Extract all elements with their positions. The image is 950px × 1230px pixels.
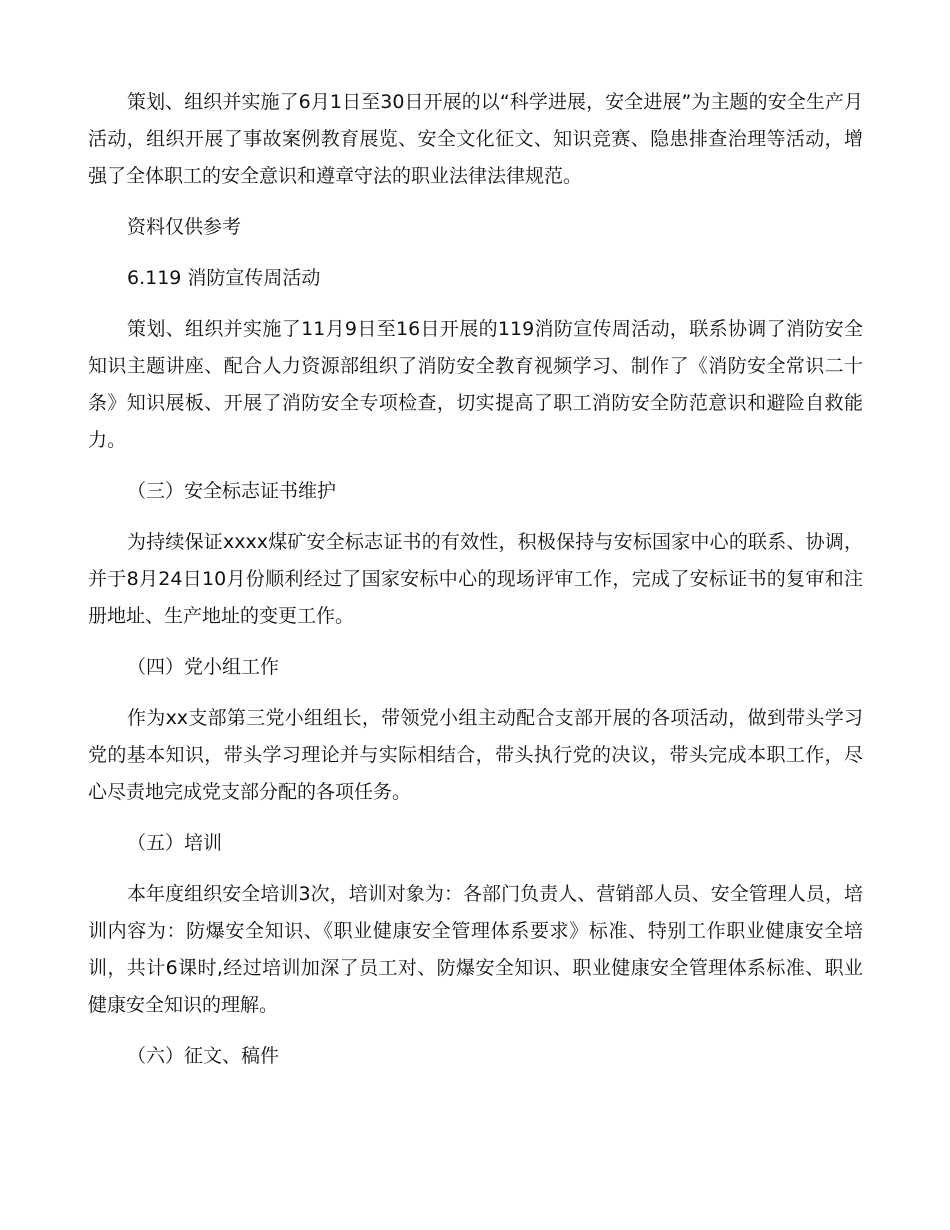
section-heading-training: （五）培训	[127, 832, 223, 854]
document-page	[88, 84, 863, 1075]
paragraph-safety-certificate: 为持续保证xxxx煤矿安全标志证书的有效性，积极保持与安标国家中心的联系、协调，并于8月24日10月份顺利经过了国家安标中心的现场评审工作，完成了安标证书的复审和注册地址、生产地址的变更工作。	[88, 531, 863, 627]
section-heading-119-fire-week: 6.119 消防宣传周活动	[127, 267, 321, 289]
section-heading-essays: （六）征文、稿件	[127, 1045, 280, 1067]
paragraph-party-group: 作为xx支部第三党小组组长，带领党小组主动配合支部开展的各项活动，做到带头学习党的基本知识，带头学习理论并与实际相结合，带头执行党的决议，带头完成本职工作，尽心尽责地完成党支部分配的各项任务。	[88, 707, 863, 803]
paragraph-training: 本年度组织安全培训3次，培训对象为：各部门负责人、营销部人员、安全管理人员，培训内容为：防爆安全知识、《职业健康安全管理体系要求》标准、特别工作职业健康安全培训，共计6课时,经过培训加深了员工对、防爆安全知识、职业健康安全管理体系标准、职业健康安全知识的理解。	[88, 883, 863, 1016]
paragraph-safety-month: 策划、组织并实施了6月1日至30日开展的以“科学进展，安全进展”为主题的安全生产月活动，组织开展了事故案例教育展览、安全文化征文、知识竞赛、隐患排查治理等活动，增强了全体职工的安全意识和遵章守法的职业法律法律规范。	[88, 91, 863, 187]
reference-note: 资料仅供参考	[127, 216, 242, 238]
section-heading-party-group: （四）党小组工作	[127, 656, 280, 678]
section-heading-safety-certificate: （三）安全标志证书维护	[127, 480, 337, 502]
paragraph-fire-week: 策划、组织并实施了11月9日至16日开展的119消防宣传周活动，联系协调了消防安全知识主题讲座、配合人力资源部组织了消防安全教育视频学习、制作了《消防安全常识二十条》知识展板、开展了消防安全专项检查，切实提高了职工消防安全防范意识和避险自救能力。	[88, 318, 863, 451]
